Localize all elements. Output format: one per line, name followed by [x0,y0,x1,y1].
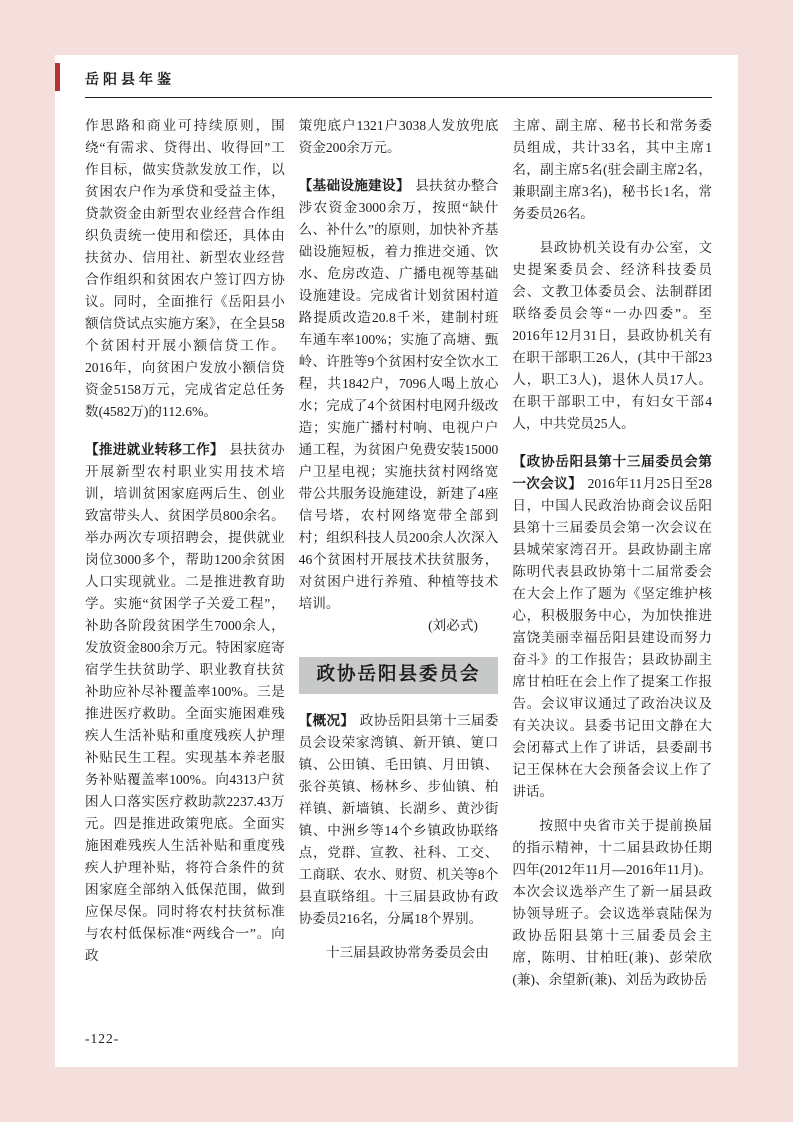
author-signature: (刘必式) [428,618,478,633]
entry-paragraph [512,451,712,803]
continuation-paragraph: 策兜底户1321户3038人发放兜底资金200余万元。 [298,118,499,155]
red-margin-mark [55,63,60,91]
entry-paragraph [299,710,499,930]
entry-body: 县扶贫办开展新型农村职业实用技术培训，培训贫困家庭两后生、创业致富带头人、贫困学员800余名。举办两次专项招聘会，提供就业岗位3000多个，帮助1200余贫困人口实现就业。二是推进教育助学。实施“贫困学子关爱工程”，补助各阶段贫困学生7000余人，发放资金800余万元。特困家庭寄宿学生扶贫助学、职业教育扶贫补助应补尽补覆盖率100%。三是推进医疗救助。全面实施困难残疾人生活补贴和重度残疾人护理补贴民生工程。实现基本养老服务补贴覆盖率100%。向4313户贫困人口落实医疗救助款2237.43万元。四是推进政策兜底。全面实施困难残疾人生活补贴和重度残疾人护理补贴，将符合条件的贫困家庭全部纳入低保范围，做到应保尽保。同时将农村扶贫标准与农村低保标准“两线合一”。向政 [85,442,285,963]
section-heading-box: 政协岳阳县委员会 [299,657,499,694]
document-page [55,55,738,1067]
body-paragraph: 县政协机关设有办公室，文史提案委员会、经济科技委员会、文教卫体委员会、法制群团联络委员会等“一办四委”。至2016年12月31日，县政协机关有在职干部职工26人，(其中干部23人，职工3人)，退休人员17人。在职干部职工中，有妇女干部4人，中共党员25人。 [512,240,712,431]
text-columns [85,115,712,1027]
column-1 [85,115,285,1027]
entry-body: 2016年11月25日至28日，中国人民政治协商会议岳阳县第十三届委员会第一次会议在县城荣家湾召开。县政协副主席陈明代表县政协第十二届常委会在大会上作了题为《坚定维护核心，积极服务中心，为加快推进富饶美丽幸福岳阳县建设而努力奋斗》的工作报告；县政协副主席甘柏旺在会上作了提案工作报告。会议审议通过了政治决议及有关决议。县委书记田文静在大会闭幕式上作了讲话，县委副书记王保林在大会预备会议上作了讲话。 [512,476,712,799]
body-paragraph: 按照中央省市关于提前换届的指示精神，十二届县政协任期四年(2012年11月—2016年11月)。本次会议选举产生了新一届县政协领导班子。会议选举袁陆保为政协岳阳县第十三届委员会主席，陈明、甘柏旺(兼)、彭荣欣(兼)、余望新(兼)、刘岳为政协岳 [512,818,712,987]
entry-title: 【基础设施建设】 [298,178,410,193]
continuation-paragraph: 主席、副主席、秘书长和常务委员组成，共计33名，其中主席1名，副主席5名(驻会副主席2名，兼职副主席3名)，秘书长1名，常务委员26名。 [512,118,712,221]
entry-title: 【政协岳阳县第十三届委员会第一次会议】 [512,454,712,491]
header-rule [85,97,712,98]
entry-title: 【概况】 [298,713,355,728]
body-paragraph: 十三届县政协常务委员会由 [325,945,489,960]
entry-paragraph [85,439,285,967]
page-number: -122- [85,1031,120,1046]
continuation-paragraph: 作思路和商业可持续原则，围绕“有需求、贷得出、收得回”工作目标，做实贷款发放工作，以贫困农户作为承贷和受益主体，贷款资金由新型农业经营合作组织负责统一使用和偿还，具体由扶贫办、信用社、新型农业经营合作组织和贫困农户签订四方协议。同时，全面推行《岳阳县小额信贷试点实施方案》，在全县58个贫困村开展小额信贷工作。2016年，向贫困户发放小额信贷资金5158万元，完成省定总任务数(4582万)的112.6%。 [85,118,285,419]
column-2 [299,115,499,1027]
column-3 [512,115,712,1027]
entry-paragraph [299,175,499,615]
entry-title: 【推进就业转移工作】 [85,442,224,457]
running-header-title: 岳阳县年鉴 [85,73,175,88]
entry-body: 政协岳阳县第十三届委员会设荣家湾镇、新开镇、筻口镇、公田镇、毛田镇、月田镇、张谷英镇、杨林乡、步仙镇、柏祥镇、新墙镇、长湖乡、黄沙街镇、中洲乡等14个乡镇政协联络点，党群、宣教、社科、工交、工商联、农水、财贸、机关等8个县直联络组。十三届县政协有政协委员216名，分属18个界别。 [298,713,499,926]
entry-body: 县扶贫办整合涉农资金3000余万，按照“缺什么、补什么”的原则，加快补齐基础设施短板，着力推进交通、饮水、危房改造、广播电视等基础设施建设。完成省计划贫困村道路提质改造20.8千米，建制村班车通车率100%；实施了高塘、甄岭、许胜等9个贫困村安全饮水工程，共1842户，7096人喝上放心水；完成了4个贫困村电网升级改造；实施广播村村响、电视户户通工程，为贫困户免费安装15000户卫星电视；实施扶贫村网络宽带公共服务设施建设，新建了4座信号塔，农村网络宽带全部到村；组织科技人员200余人次深入46个贫困村开展技术扶贫服务，对贫困户进行养殖、种植等技术培训。 [298,178,499,611]
